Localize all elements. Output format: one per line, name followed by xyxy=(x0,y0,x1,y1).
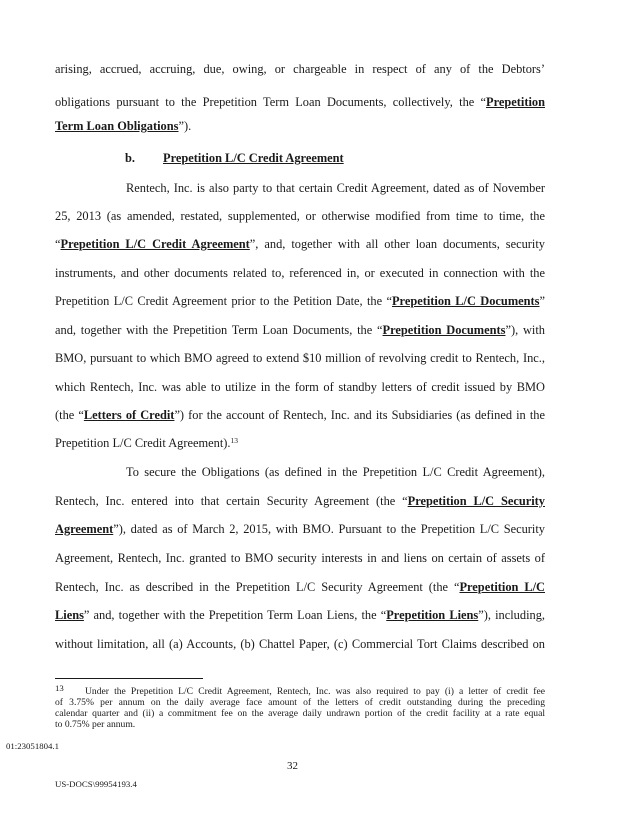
footnote-line: calendar quarter and (ii) a commitment fee on the average daily undrawn portion of the credit facility at a rate equal xyxy=(55,708,545,719)
text-line: Agreement, Rentech, Inc. granted to BMO security interests in and liens on certain of assets of xyxy=(55,551,545,565)
text-line: “Prepetition L/C Credit Agreement”, and, together with all other loan documents, security xyxy=(55,237,545,251)
text-line: without limitation, all (a) Accounts, (b) Chattel Paper, (c) Commercial Tort Claims described on xyxy=(55,637,545,651)
defined-term: Prepetition L/C Documents xyxy=(391,294,540,308)
text-line: instruments, and other documents related to, referenced in, or executed in connection with the xyxy=(55,266,545,280)
footnote-reference: 13 xyxy=(230,436,238,445)
defined-term: Prepetition L/C Security xyxy=(407,494,545,508)
defined-term: Prepetition Liens xyxy=(386,608,479,622)
footnote-line: of 3.75% per annum on the daily average face amount of the letters of credit outstanding during the preceding xyxy=(55,697,545,708)
defined-term: Prepetition Documents xyxy=(382,323,506,337)
text-line: Term Loan Obligations”). xyxy=(55,119,192,133)
defined-term: Agreement xyxy=(55,522,114,536)
text-line: Prepetition L/C Credit Agreement).$^{13}$ xyxy=(55,436,238,450)
defined-term: Term Loan Obligations xyxy=(55,119,179,133)
text-line: and, together with the Prepetition Term Loan Documents, the “Prepetition Documents”), with xyxy=(55,323,545,337)
page-number: 32 xyxy=(287,760,298,772)
text-line: (the “Letters of Credit”) for the account of Rentech, Inc. and its Subsidiaries (as defined in the xyxy=(55,408,545,422)
document-id-footer: US-DOCS\99954193.4 xyxy=(55,779,137,789)
text-line: Agreement”), dated as of March 2, 2015, with BMO. Pursuant to the Prepetition L/C Security xyxy=(55,522,545,536)
footnote-divider xyxy=(55,678,203,679)
text-line: To secure the Obligations (as defined in the Prepetition L/C Credit Agreement), xyxy=(126,465,545,479)
text-line: Rentech, Inc. entered into that certain Security Agreement (the “Prepetition L/C Security xyxy=(55,494,545,508)
section-title: Prepetition L/C Credit Agreement xyxy=(163,151,344,165)
text-line: Liens” and, together with the Prepetition Term Loan Liens, the “Prepetition Liens”), including, xyxy=(55,608,545,622)
footnote-number: 13 xyxy=(55,683,64,693)
footnote-line: Under the Prepetition L/C Credit Agreement, Rentech, Inc. was also required to pay (i) a letter of credit fee xyxy=(85,686,545,697)
text-line: Prepetition L/C Credit Agreement prior to the Petition Date, the “Prepetition L/C Documents” xyxy=(55,294,545,308)
section-number: b. xyxy=(125,151,135,165)
text-line: Rentech, Inc. as described in the Prepetition L/C Security Agreement (the “Prepetition L/C xyxy=(55,580,545,594)
document-id: 01:23051804.1 xyxy=(6,741,60,751)
text-line: which Rentech, Inc. was able to utilize in the form of standby letters of credit issued by BMO xyxy=(55,380,545,394)
text-line: arising, accrued, accruing, due, owing, or chargeable in respect of any of the Debtors’ xyxy=(55,62,545,76)
text-line: BMO, pursuant to which BMO agreed to extend $10 million of revolving credit to Rentech, Inc., xyxy=(55,351,545,365)
text-line: 25, 2013 (as amended, restated, supplemented, or otherwise modified from time to time, the xyxy=(55,209,545,223)
footnote-line: to 0.75% per annum. xyxy=(55,719,136,730)
defined-term: Prepetition L/C xyxy=(459,580,545,594)
text-line: obligations pursuant to the Prepetition Term Loan Documents, collectively, the “Prepetition xyxy=(55,95,545,109)
defined-term: Letters of Credit xyxy=(83,408,175,422)
defined-term: Liens xyxy=(55,608,84,622)
text-line: Rentech, Inc. is also party to that certain Credit Agreement, dated as of November xyxy=(126,181,545,195)
defined-term: Prepetition xyxy=(486,95,545,109)
defined-term: Prepetition L/C Credit Agreement xyxy=(60,237,250,251)
